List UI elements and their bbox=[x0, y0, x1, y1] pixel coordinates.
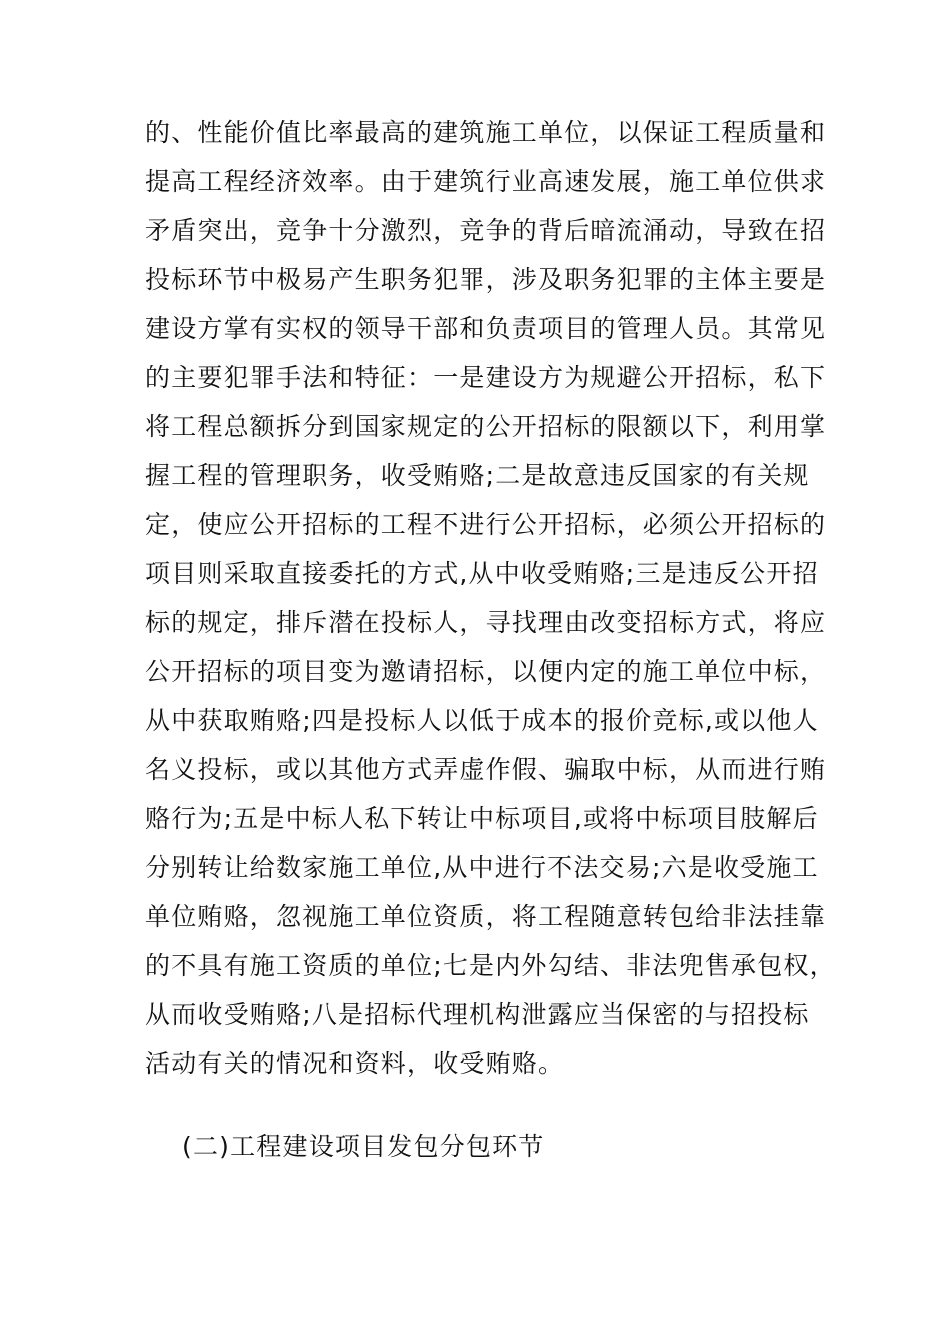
paragraph-line: 握工程的管理职务，收受贿赂;二是故意违反国家的有关规 bbox=[145, 461, 810, 490]
paragraph-line: 分别转让给数家施工单位,从中进行不法交易;六是收受施工 bbox=[145, 853, 819, 882]
paragraph-line: 的主要犯罪手法和特征：一是建设方为规避公开招标，私下 bbox=[145, 363, 827, 392]
paragraph-line: 矛盾突出，竞争十分激烈，竞争的背后暗流涌动，导致在招 bbox=[145, 216, 827, 245]
paragraph-line: 从而收受贿赂;八是招标代理机构泄露应当保密的与招投标 bbox=[145, 1000, 810, 1029]
paragraph-line: 将工程总额拆分到国家规定的公开招标的限额以下，利用掌 bbox=[145, 412, 827, 441]
paragraph-line: 的、性能价值比率最高的建筑施工单位，以保证工程质量和 bbox=[145, 118, 827, 147]
paragraph-line: 从中获取贿赂;四是投标人以低于成本的报价竞标,或以他人 bbox=[145, 706, 819, 735]
paragraph-line: 单位贿赂，忽视施工单位资质，将工程随意转包给非法挂靠 bbox=[145, 902, 827, 931]
paragraph-line: 公开招标的项目变为邀请招标，以便内定的施工单位中标， bbox=[145, 657, 827, 686]
paragraph-line: 定，使应公开招标的工程不进行公开招标，必须公开招标的 bbox=[145, 510, 827, 539]
paragraph-line: 赂行为;五是中标人私下转让中标项目,或将中标项目肢解后 bbox=[145, 804, 819, 833]
paragraph-line: 项目则采取直接委托的方式,从中收受贿赂;三是违反公开招 bbox=[145, 559, 819, 588]
paragraph-line: 建设方掌有实权的领导干部和负责项目的管理人员。其常见 bbox=[145, 314, 827, 343]
paragraph-line: 活动有关的情况和资料，收受贿赂。 bbox=[145, 1049, 565, 1078]
paragraph-line: 投标环节中极易产生职务犯罪，涉及职务犯罪的主体主要是 bbox=[145, 265, 827, 294]
paragraph-line: 标的规定，排斥潜在投标人，寻找理由改变招标方式，将应 bbox=[145, 608, 827, 637]
section-heading: (二)工程建设项目发包分包环节 bbox=[182, 1132, 545, 1161]
paragraph-line: 的不具有施工资质的单位;七是内外勾结、非法兜售承包权， bbox=[145, 951, 836, 980]
body-paragraph bbox=[145, 108, 836, 1088]
paragraph-line: 提高工程经济效率。由于建筑行业高速发展，施工单位供求 bbox=[145, 167, 827, 196]
paragraph-line: 名义投标，或以其他方式弄虚作假、骗取中标，从而进行贿 bbox=[145, 755, 827, 784]
